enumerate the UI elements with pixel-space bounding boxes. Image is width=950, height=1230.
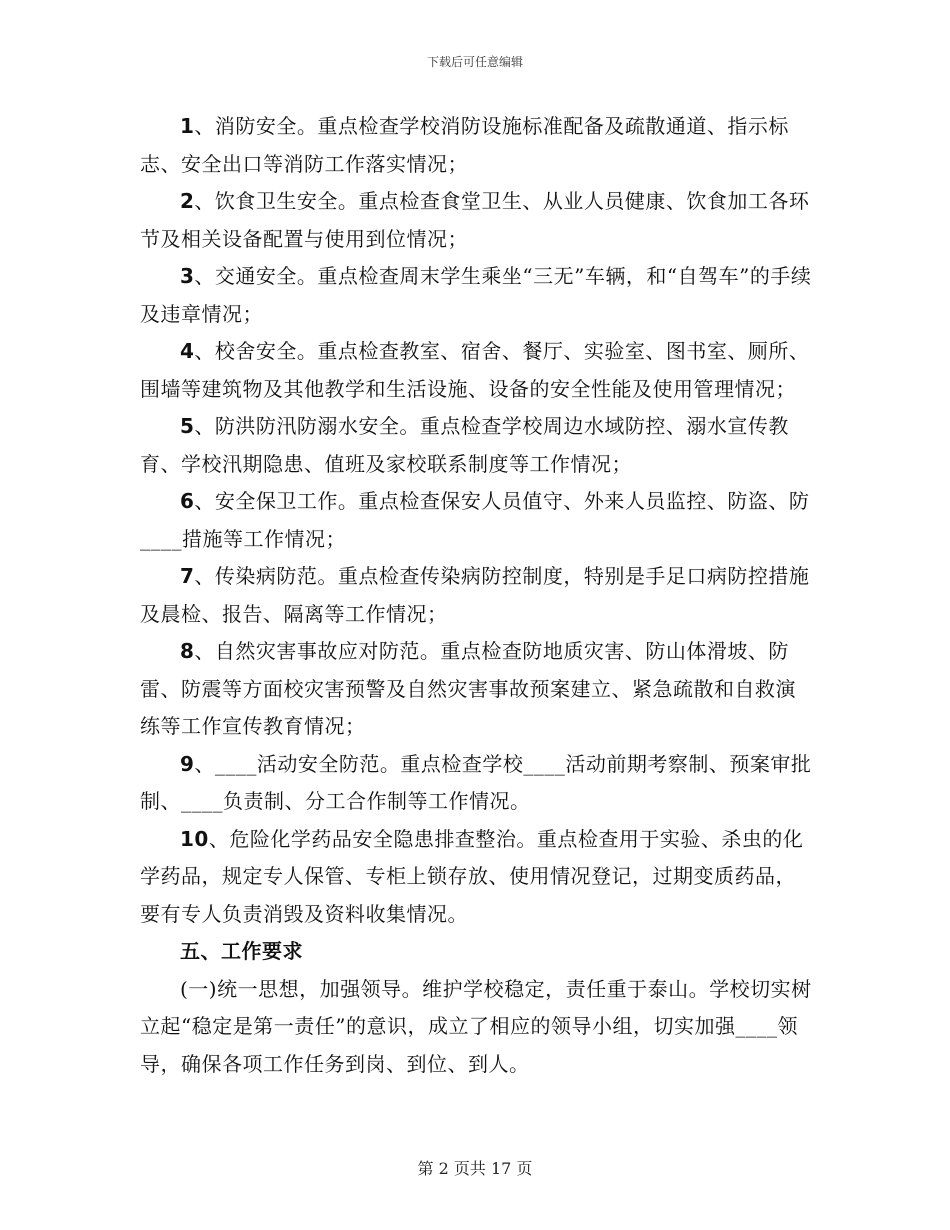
item-number: 6 (180, 489, 195, 513)
list-item (140, 483, 812, 558)
list-item (140, 183, 812, 258)
item-text: 、危险化学药品安全隐患排查整治。重点检查用于实验、杀虫的化学药品，规定专人保管、专柜上锁存放、使用情况登记，过期变质药品，要有专人负责消毁及资料收集情况。 (140, 826, 804, 926)
list-item (140, 558, 812, 633)
item-text: 、消防安全。重点检查学校消防设施标准配备及疏散通道、指示标志、安全出口等消防工作落实情况； (140, 114, 789, 176)
section-heading: 五、工作要求 (180, 939, 303, 963)
document-body (140, 108, 812, 1083)
list-item (140, 633, 812, 746)
item-text: 、防洪防汛防溺水安全。重点检查学校周边水域防控、溺水宣传教育、学校汛期隐患、值班及家校联系制度等工作情况； (140, 414, 789, 476)
item-number: 4 (180, 339, 195, 363)
item-number: 9 (180, 751, 195, 776)
section-paragraph: (一)统一思想，加强领导。维护学校稳定，责任重于泰山。学校切实树立起“稳定是第一责任”的意识，成立了相应的领导小组，切实加强____领导，确保各项工作任务到岗、到位、到人。 (140, 976, 812, 1076)
item-text: 、____活动安全防范。重点检查学校____活动前期考察制、预案审批制、____负责制、分工合作制等工作情况。 (140, 751, 812, 813)
item-text: 、交通安全。重点检查周末学生乘坐“三无”车辆，和“自驾车”的手续及违章情况； (140, 264, 812, 326)
list-item (140, 821, 812, 934)
item-text: 、自然灾害事故应对防范。重点检查防地质灾害、防山体滑坡、防雷、防震等方面校灾害预警及自然灾害事故预案建立、紧急疏散和自救演练等工作宣传教育情况； (140, 639, 796, 738)
item-number: 7 (180, 564, 195, 588)
list-item (140, 333, 812, 408)
item-text: 、安全保卫工作。重点检查保安人员值守、外来人员监控、防盗、防____措施等工作情况； (140, 489, 810, 551)
list-item (140, 746, 812, 821)
item-number: 1 (180, 114, 195, 138)
list-item (140, 108, 812, 183)
item-number: 2 (180, 189, 195, 213)
list-item (140, 408, 812, 483)
item-text: 、传染病防范。重点检查传染病防控制度，特别是手足口病防控措施及晨检、报告、隔离等工作情况； (140, 564, 810, 626)
list-item (140, 258, 812, 333)
item-text: 、饮食卫生安全。重点检查食堂卫生、从业人员健康、饮食加工各环节及相关设备配置与使用到位情况； (140, 189, 810, 251)
item-number: 8 (180, 639, 195, 663)
page-header: 下载后可任意编辑 (426, 55, 523, 69)
page-footer: 第 2 页共 17 页 (417, 1159, 533, 1178)
item-number: 5 (180, 414, 195, 438)
item-number: 10 (180, 826, 209, 851)
item-text: 、校舍安全。重点检查教室、宿舍、餐厅、实验室、图书室、厕所、围墙等建筑物及其他教学和生活设施、设备的安全性能及使用管理情况； (140, 339, 810, 401)
item-number: 3 (180, 264, 195, 288)
